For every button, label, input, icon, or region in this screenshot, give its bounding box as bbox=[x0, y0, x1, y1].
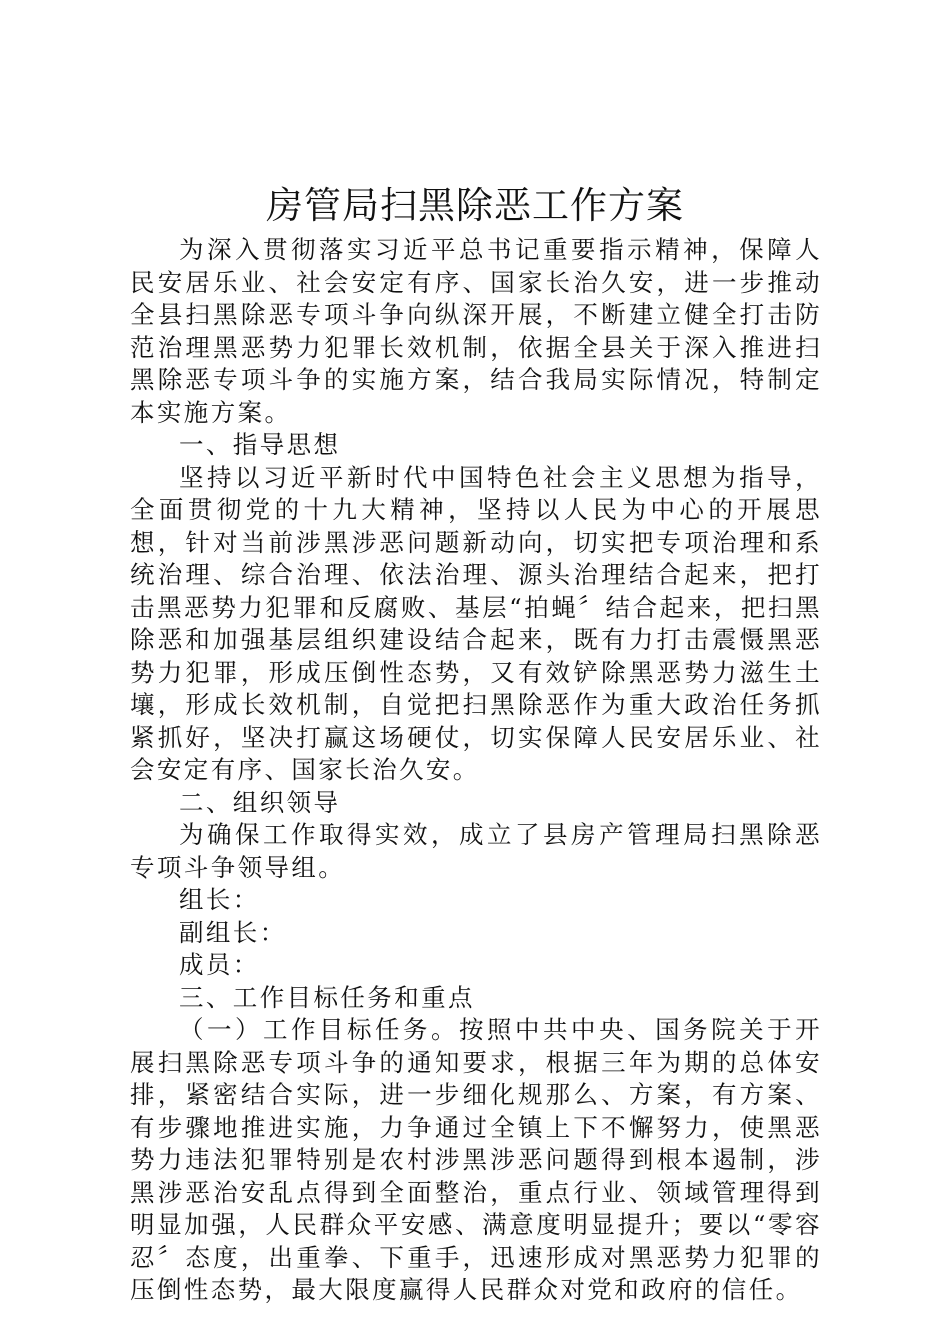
document-body bbox=[130, 234, 822, 1307]
group-leader-line: 组长： bbox=[179, 885, 260, 914]
section-heading-goals: 三、工作目标任务和重点 bbox=[179, 982, 475, 1012]
intro-paragraph: 为深入贯彻落实习近平总书记重要指示精神，保障人民安居乐业、社会安定有序、国家长治久安，进一步推动全县扫黑除恶专项斗争向纵深开展，不断建立健全打击防范治理黑恶势力犯罪长效机制，依据全县关于深入推进扫黑除恶专项斗争的实施方案，结合我局实际情况，特制定本实施方案。 bbox=[130, 235, 822, 427]
goals-paragraph: （一）工作目标任务。按照中共中央、国务院关于开展扫黑除恶专项斗争的通知要求，根据三年为期的总体安排，紧密结合实际，进一步细化规那么、方案，有方案、有步骤地推进实施，力争通过全镇上下不懈努力，使黑恶势力违法犯罪特别是农村涉黑涉恶问题得到根本遏制，涉黑涉恶治安乱点得到全面整治，重点行业、领域管理得到明显加强，人民群众平安感、满意度明显提升；要以“零容忍〞态度，出重拳、下重手，迅速形成对黑恶势力犯罪的压倒性态势，最大限度赢得人民群众对党和政府的信任。 bbox=[130, 1015, 822, 1304]
section-heading-organization: 二、组织领导 bbox=[179, 787, 341, 817]
guiding-ideology-paragraph: 坚持以习近平新时代中国特色社会主义思想为指导，全面贯彻党的十九大精神，坚持以人民为中心的开展思想，针对当前涉黑涉恶问题新动向，切实把专项治理和系统治理、综合治理、依法治理、源头治理结合起来，把打击黑恶势力犯罪和反腐败、基层“拍蝇〞结合起来，把扫黑除恶和加强基层组织建设结合起来，既有力打击震慑黑恶势力犯罪，形成压倒性态势，又有效铲除黑恶势力滋生土壤，形成长效机制，自觉把扫黑除恶作为重大政治任务抓紧抓好，坚决打赢这场硬仗，切实保障人民安居乐业、社会安定有序、国家长治久安。 bbox=[130, 462, 822, 784]
document-title: 房管局扫黑除恶工作方案 bbox=[266, 184, 684, 227]
deputy-leader-line: 副组长： bbox=[179, 917, 287, 947]
section-heading-guiding-ideology: 一、指导思想 bbox=[179, 430, 341, 459]
organization-paragraph: 为确保工作取得实效，成立了县房产管理局扫黑除恶专项斗争领导组。 bbox=[130, 820, 822, 882]
members-line: 成员： bbox=[179, 950, 260, 979]
